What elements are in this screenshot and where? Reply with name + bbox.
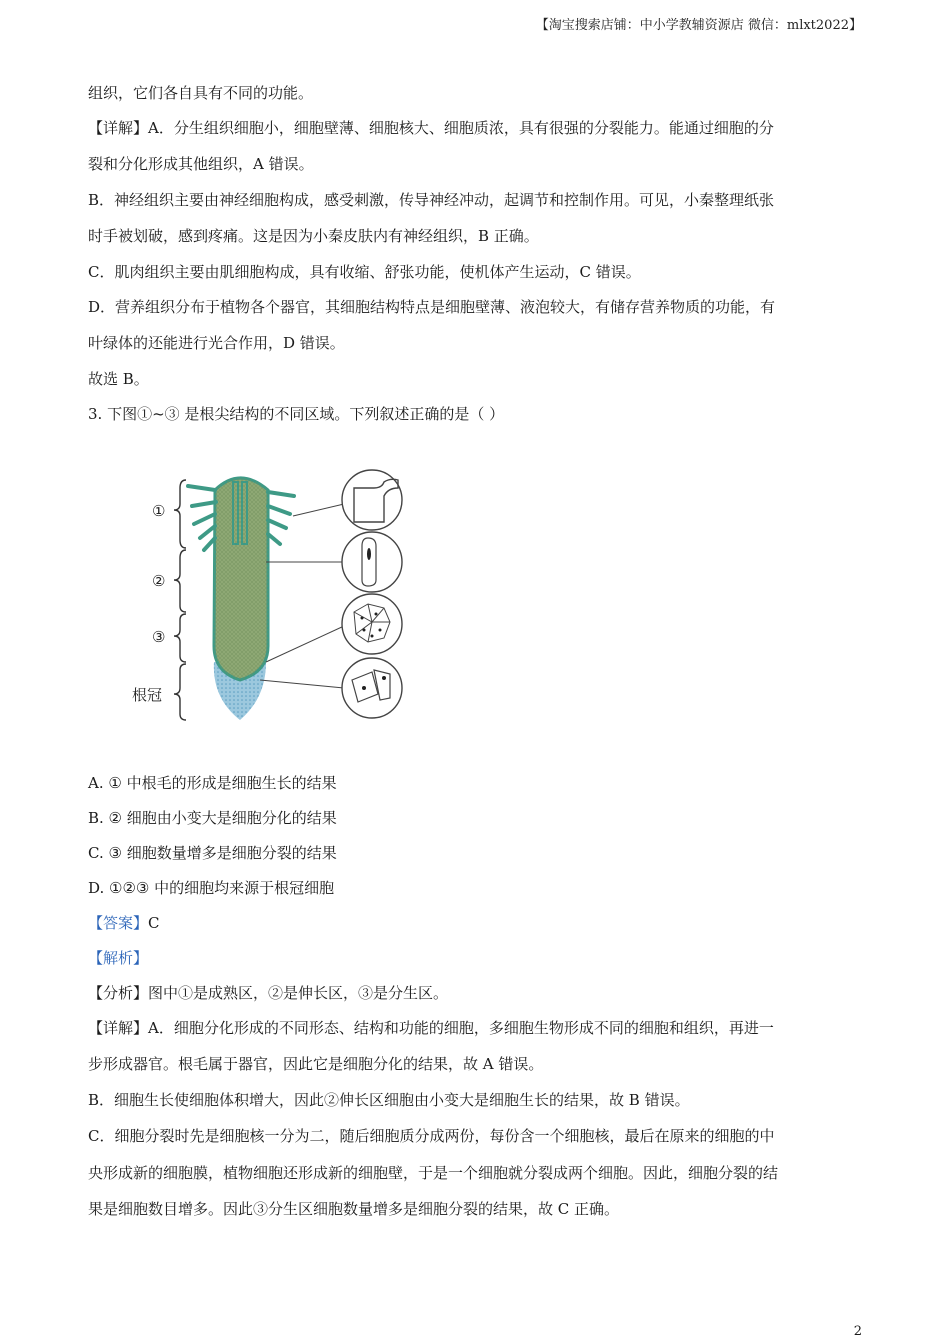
analysis-label: 【解析】 [88,949,149,967]
text-line: C．肌肉组织主要由肌细胞构成，具有收缩、舒张功能，使机体产生运动，C 错误。 [88,263,641,281]
text-line: 时手被划破，感到疼痛。这是因为小秦皮肤内有神经组织，B 正确。 [88,227,539,245]
label-zone-1: ① [152,503,166,520]
text-line: 故选 B。 [88,370,149,388]
text-line: 叶绿体的还能进行光合作用，D 错误。 [88,334,345,352]
question-stem: 3. 下图①~③ 是根尖结构的不同区域。下列叙述正确的是（ ） [88,405,505,423]
root-tip-figure [128,466,418,728]
label-zone-2: ② [152,573,166,590]
callout-lines [260,504,344,688]
answer-line [88,912,160,934]
option-b: B. ② 细胞由小变大是细胞分化的结果 [88,809,337,827]
answer-value: C [148,914,160,932]
text-line: B．神经组织主要由神经细胞构成，感受刺激，传导神经冲动，起调节和控制作用。可见，小秦整理纸张 [88,191,775,209]
analysis-line: 【分析】图中①是成熟区，②是伸长区，③是分生区。 [88,984,449,1002]
analysis-line: 步形成器官。根毛属于器官，因此它是细胞分化的结果，故 A 错误。 [88,1055,544,1073]
text-line: 组织，它们各自具有不同的功能。 [88,84,314,102]
analysis-line: B．细胞生长使细胞体积增大，因此②伸长区细胞由小变大是细胞生长的结果，故 B 错误。 [88,1091,690,1109]
label-root-cap: 根冠 [132,687,163,704]
cell-circle-elongation [342,532,402,592]
analysis-line: 【详解】A．细胞分化形成的不同形态、结构和功能的细胞，多细胞生物形成不同的细胞和组织，再进一 [88,1019,774,1037]
page-number: 2 [853,1324,862,1339]
label-zone-3: ③ [152,629,166,646]
option-a: A. ① 中根毛的形成是细胞生长的结果 [88,774,337,792]
analysis-line: 央形成新的细胞膜，植物细胞还形成新的细胞壁，于是一个细胞就分裂成两个细胞。因此，细胞分裂的结 [88,1164,779,1182]
analysis-line: C．细胞分裂时先是细胞核一分为二，随后细胞质分成两份，每份含一个细胞核，最后在原来的细胞的中 [88,1127,775,1145]
text-line: 裂和分化形成其他组织，A 错误。 [88,155,314,173]
answer-label: 【答案】 [88,914,149,932]
cell-circle-cap [342,658,402,718]
analysis-line: 果是细胞数目增多。因此③分生区细胞数量增多是细胞分裂的结果，故 C 正确。 [88,1200,620,1218]
option-d: D. ①②③ 中的细胞均来源于根冠细胞 [88,879,335,897]
root-body-shape [214,478,268,680]
option-c: C. ③ 细胞数量增多是细胞分裂的结果 [88,844,337,862]
region-braces [174,480,186,720]
page-header: 【淘宝搜索店铺：中小学教辅资源店 微信：mlxt2022】 [535,18,862,33]
text-line: D．营养组织分布于植物各个器官，其细胞结构特点是细胞壁薄、液泡较大，有储存营养物质的功能，有 [88,298,776,316]
text-line: 【详解】A．分生组织细胞小，细胞壁薄、细胞核大、细胞质浓，具有很强的分裂能力。能通过细胞的分 [88,119,774,137]
